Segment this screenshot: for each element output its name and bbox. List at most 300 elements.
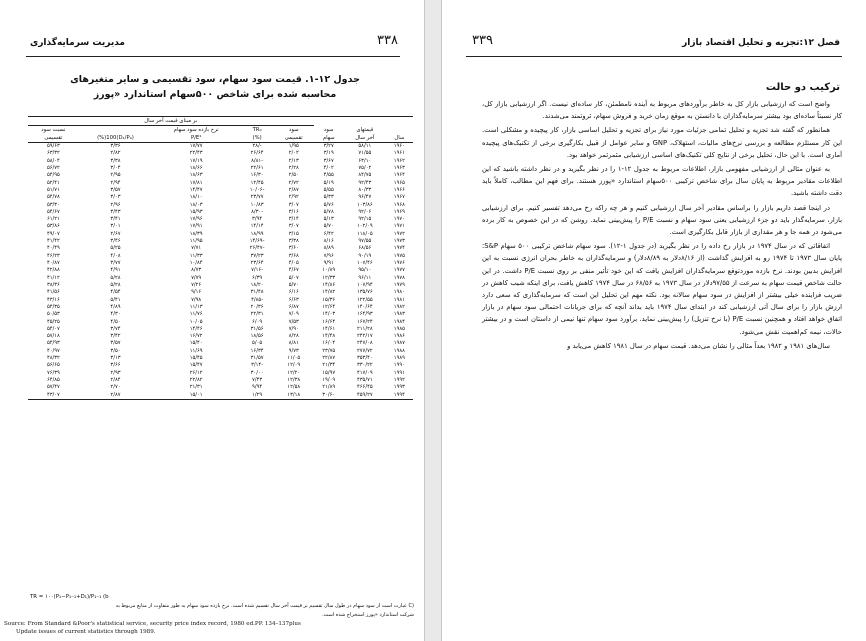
table-cell: ۱۵/۴۷ <box>189 362 203 369</box>
table-cell: ۳/۶۷ <box>323 157 334 164</box>
table-cell: ۵/۲۵ <box>110 245 121 252</box>
table-cell: ۶/۶۳ <box>288 296 299 303</box>
table-cell: ۲۱/۳۴ <box>322 362 336 369</box>
table-cell: ۵/۱۹ <box>323 179 334 186</box>
table-cell: ۳/۱۹ <box>323 150 334 157</box>
table-cell: ۹/۱۶ <box>191 289 202 296</box>
table-cell: ۲۳/۷۵ <box>322 347 336 354</box>
paragraph: به عنوان مثالی از ارزشیابی مفهومی بازار، اطلاعات مربوط به جدول ۱۲-۱ را در نظر بگیرید و در نظر داشته باشید که این اطلاعات مقادیر مربوط به پایان سال برای شاخص ترکیبی ۵۰۰سهام استاندارد «پورز هستند. برای فهم این مطالب، کاملاً باید دقت داشته باشید. <box>482 165 842 198</box>
table-cell: ۱۱/۰۵ <box>287 355 301 362</box>
table-cell: ۳/۷۴ <box>110 325 121 332</box>
table-cell: ۱۹۶۹ <box>393 208 405 215</box>
table-cell: ۸/۱۶ <box>323 238 334 245</box>
table-row <box>28 392 413 400</box>
table-cell: ۲/۷۲ <box>288 179 299 186</box>
table-cell: ۱۸/۰۳ <box>189 201 203 208</box>
table-cell: ۱۰/۸۹ <box>322 267 336 274</box>
table-cell: ۷/۵۳ <box>288 318 299 325</box>
table-row <box>28 289 413 296</box>
table-cell: ۷/۴۳ <box>252 377 263 383</box>
table-cell: -/۲۸ <box>252 143 262 149</box>
column-header-row <box>28 134 413 143</box>
right-page <box>442 0 866 641</box>
table-cell: ۴/۹۱ <box>110 267 121 274</box>
left-page <box>0 0 424 641</box>
table-cell: ۵۳/۸۶ <box>46 223 60 230</box>
table-cell: ۱۴۰/۶۴ <box>356 303 373 310</box>
table-cell: ۱۹۷۸ <box>393 274 405 281</box>
table-cell: ۳/۳۸ <box>110 157 121 164</box>
table-cell: ۷/۹۶ <box>323 252 334 259</box>
table-cell: ۱۹۸۳ <box>393 311 405 318</box>
table-cell: ۱۵/۹۳ <box>189 208 203 215</box>
table-cell: ۷/۰۹ <box>288 311 299 318</box>
table-cell: ۴۳/۰۷ <box>28 392 79 400</box>
table-row <box>28 165 413 172</box>
table-cell: ۷/۹۰ <box>288 325 299 332</box>
column-header: (%) <box>240 134 274 143</box>
table-cell: ۵۴/۹۵ <box>46 172 60 179</box>
table-cell: ۵/۷۶ <box>323 201 334 208</box>
table-header-spacer <box>314 117 414 126</box>
column-header: تقسیمی <box>28 134 79 143</box>
table-cell: ۱۹۸۲ <box>393 303 405 310</box>
table-row <box>28 143 413 151</box>
table-row <box>28 180 413 187</box>
table-cell: ۲۷۷/۷۲ <box>356 347 373 354</box>
table-cell: ۱۰۷/۴۶ <box>356 260 373 266</box>
table-cell: ۱۹۸۶ <box>393 333 405 340</box>
table-cell: ۳/۴۲ <box>110 333 121 340</box>
table-cell: ۳۱/۴۸ <box>250 289 264 296</box>
table-cell: ۱۳۵/۷۶ <box>356 289 373 296</box>
table-cell: ۱۰/۸۳ <box>250 201 264 208</box>
table-cell: ۳/۱۴ <box>288 216 299 223</box>
table-cell: ۴۱/۱۲ <box>46 274 60 281</box>
table-cell: ۱۹۸۱ <box>393 296 405 303</box>
source-line: Source: From Standard &Poor's statistical service, security price index record, 1980 ed.PP. 134–137plus <box>4 621 301 627</box>
table-cell: ۱۲/۶۴ <box>322 303 336 310</box>
table-row <box>28 311 413 318</box>
table-cell: ۹۶/۴۷ <box>358 194 372 201</box>
table-cell: ۹/۷۳ <box>288 347 299 354</box>
table-row <box>28 202 413 209</box>
table-cell: ۶/۸۷ <box>288 303 299 310</box>
table-cell: ۱۰۲/۰۹ <box>356 223 373 230</box>
table-cell: ۱۱۸/۰۵ <box>356 230 373 237</box>
column-header: نرخ بازده سود سهام <box>173 127 219 133</box>
table-cell: ۲۱/۸۹ <box>322 384 336 391</box>
running-header: مدیریت سرمایه‌گذاری <box>30 38 125 48</box>
table-cell: ۶۸/۵۶ <box>358 245 372 252</box>
table-cell: ۱۸/۶۳ <box>189 172 203 179</box>
table-row <box>28 150 413 157</box>
table-cell: ۳۷/۲۳ <box>250 252 264 259</box>
table-cell: ۳۵۳/۴۰ <box>356 355 373 362</box>
table-cell: ۳/۳۸ <box>288 238 299 245</box>
table-cell: ۱۴/۰۳ <box>322 311 336 318</box>
table-cell: ۱۰/۸۴ <box>189 260 203 266</box>
table-cell: ۱۸/۹۹ <box>250 230 264 237</box>
table-cell: ۳/۰۳ <box>110 194 121 201</box>
table-cell: ۶۴/۸۵ <box>46 377 60 383</box>
table-cell: ۷/۲۶ <box>191 281 202 288</box>
table-cell: -۳/۱۴ <box>251 362 264 369</box>
table-cell: ۸/۲۸ <box>288 333 299 340</box>
table-cell: ۲۲/۳۱ <box>250 311 264 318</box>
table-row <box>28 384 413 391</box>
table-cell: ۱۲/۳۸ <box>287 377 301 383</box>
table-cell: ۲۲/۸۲ <box>189 377 203 383</box>
table-cell: ۳/۵۷ <box>110 340 121 347</box>
table-cell: ۵/۰۷ <box>288 274 299 281</box>
table-cell: ۱۴/۸۶ <box>322 281 336 288</box>
table-row <box>28 172 413 179</box>
table-cell: ۱۹۷۳ <box>393 238 405 245</box>
table-cell: ۲/۸۷ <box>79 392 152 400</box>
column-header <box>79 126 152 135</box>
table-cell: ۲/۵۰ <box>288 172 299 179</box>
table-cell: ۴۸/۳۲ <box>46 355 60 362</box>
body-text <box>482 98 842 354</box>
table-cell: ۱۹۶۰ <box>393 143 405 149</box>
table-cell: ۱۵/۹۷ <box>322 369 336 376</box>
table-cell: ۳۱/۵۷ <box>250 355 264 362</box>
table-row <box>28 297 413 304</box>
table-row <box>28 348 413 355</box>
table-caption-line: جدول ۱۲-۱. قیمت سود سهام، سود تقسیمی و سایر متغیرهای <box>70 74 360 85</box>
table-row <box>28 187 413 194</box>
table-cell: ۱۶/۳۴ <box>250 347 264 354</box>
table-cell: ۸/۸۹ <box>323 245 334 252</box>
table-cell: ۳۳۰/۲۲ <box>356 362 373 369</box>
table-cell: ۱۷/۸۱ <box>189 179 203 186</box>
table-row <box>28 340 413 347</box>
table-cell: ۹/۹۴ <box>252 384 263 391</box>
table-cell: ۹۲/۰۶ <box>358 208 372 215</box>
table-row <box>28 304 413 311</box>
table-cell: ۴/۰۲ <box>323 164 334 171</box>
table-cell: ۱۶/۳۰ <box>250 172 264 179</box>
table-cell: ۱۹۷۶ <box>393 260 405 266</box>
table-cell: ۷۵/۰۲ <box>358 164 372 171</box>
table-cell: ۱۶۴/۹۳ <box>356 311 373 318</box>
table-cell: ۱۹/۰۹ <box>322 377 336 383</box>
header-rule <box>466 56 842 57</box>
data-table <box>28 116 413 400</box>
table-cell: ۱۶/۶۴ <box>322 318 336 325</box>
table-cell: ۶۳/۱۰ <box>358 157 372 164</box>
table-cell: ۷۶/۳۹ <box>46 369 60 376</box>
table-cell: ۳/۰۷ <box>288 223 299 230</box>
table-cell: ۹۶/۱۱ <box>358 274 372 281</box>
table-cell: ۲۲/۸۷ <box>322 355 336 362</box>
table-cell: ۱۹۹۲ <box>393 377 405 383</box>
table-cell: ۳/۳۶ <box>110 143 121 149</box>
table-cell: ۴۳۵/۷۱ <box>356 377 373 383</box>
update-line: Update issues of current statistics through 1989. <box>16 629 156 635</box>
table-cell: ۲۴۲/۱۷ <box>356 333 373 340</box>
table-cell: ۳/۵۰ <box>110 347 121 354</box>
table-cell: ۵/۳۳ <box>323 194 334 201</box>
table-row <box>28 326 413 333</box>
table-cell: ۱۹۶۴ <box>393 172 405 179</box>
table-cell: ۱۶۷/۲۴ <box>356 318 373 325</box>
table-cell: ۷/۷۹ <box>191 274 202 281</box>
table-cell: ۴/۵۵ <box>323 172 334 179</box>
table-cell: ۲۲/۴۳ <box>189 150 203 157</box>
table-cell: ۵/۷۰ <box>288 281 299 288</box>
table-cell: -۴/۸۵ <box>251 296 264 303</box>
table-cell: ۱۶/۷۲ <box>189 333 203 340</box>
table-cell: ۱۲/۵۸ <box>287 384 301 391</box>
table-cell: ۱۲/۳۳ <box>322 274 336 281</box>
table-cell: ۱۲/۰۹ <box>287 362 301 369</box>
footnote-c <box>4 602 414 620</box>
table-cell: ۳/۱۶ <box>288 208 299 215</box>
table-cell: ۳/۲۷ <box>323 143 334 149</box>
column-header: سود <box>323 126 334 133</box>
footnote-line: (C عبارت است از سود سهام در طول سال تقسیم بر قیمت آخر سال تقسیم شده است. نرخ بازده سود سهام به طور متفاوت از منابع مربوط به <box>115 603 414 609</box>
table-cell: ۳/۴۱ <box>110 216 121 223</box>
table-cell: ۱۹۶۲ <box>393 157 405 164</box>
table-cell: ۵۴/۶۷ <box>46 208 60 215</box>
table-cell: ۱۵/۴۵ <box>189 355 203 362</box>
table-cell: ۶/۰۹ <box>252 318 263 325</box>
table-cell: ۵/۷۰ <box>323 223 334 230</box>
table-cell: ۵/۴۱ <box>110 296 121 303</box>
table-cell: ۱۱/۱۳ <box>189 303 203 310</box>
table-cell: ۱/۲۹ <box>240 392 274 400</box>
table-row <box>28 223 413 230</box>
table-cell: ۴۰/۴۹ <box>46 245 60 252</box>
table-cell: ۲۴۷/۰۸ <box>356 340 373 347</box>
table-cell: ۴/۸۹ <box>110 303 121 310</box>
table-cell: ۱۲/۴۵ <box>250 179 264 186</box>
table-cell: ۱۱/۹۵ <box>189 238 203 245</box>
table-cell: ۹۷/۵۵ <box>358 238 372 245</box>
table-cell: ۶۳/۳۲ <box>46 150 60 157</box>
table-cell: ۱۹۸۴ <box>393 318 405 325</box>
table-cell: ۳/۶۶ <box>110 362 121 369</box>
table-cell: ۱۹۸۵ <box>393 325 405 332</box>
table-cell: ۱۹۹۳ <box>393 384 405 391</box>
table-cell: ۱۴/۴۶ <box>189 325 203 332</box>
table-cell: ۱۷/۹۶ <box>189 216 203 223</box>
table-cell: ۱۶/۰۴ <box>322 340 336 347</box>
table-cell: ۱۴/۴۷ <box>189 186 203 193</box>
table-cell: ۱۸/۶۶ <box>189 164 203 171</box>
table-cell: -۲۶/۴۷ <box>249 245 265 252</box>
table-cell: ۲/۸۴ <box>110 377 121 383</box>
table-row <box>28 370 413 377</box>
table-cell: ۱۴/۸۲ <box>322 289 336 296</box>
table-row <box>28 282 413 289</box>
table-cell: ۴۰/۹۷ <box>46 347 60 354</box>
table-cell: ۱۵/۰۱ <box>152 392 240 400</box>
table-cell: ۳/۷۷ <box>110 260 121 266</box>
table-cell: ۲/۹۳ <box>110 369 121 376</box>
table-cell: ۲۶/۶۴ <box>250 150 264 157</box>
table-cell: ۵/۱۳ <box>323 216 334 223</box>
column-header: نسبت سود <box>41 127 66 133</box>
table-cell: ۷/۹۸ <box>191 296 202 303</box>
table-cell: ۵۴/۹۳ <box>46 340 60 347</box>
table-cell: ۴/۰۵ <box>288 260 299 266</box>
table-caption-line: محاسبه شده برای شاخص ۵۰۰سهام استاندارد «پورز <box>93 89 337 100</box>
table-cell: ۱۹۷۴ <box>393 245 405 252</box>
table-cell: ۱۸/۳۹ <box>189 230 203 237</box>
table-cell: ۱۹۷۰ <box>393 216 405 223</box>
table-cell: ۱۹۹۱ <box>393 369 405 376</box>
table-cell: ۲/۱۳ <box>288 157 299 164</box>
table-cell: ۱۹۶۱ <box>393 150 405 157</box>
table-cell: ۵/۲۸ <box>110 274 121 281</box>
table-cell: ۸/۷۳ <box>191 267 202 274</box>
table-row <box>28 333 413 340</box>
table-cell: ۱۹۶۳ <box>393 164 405 171</box>
table-cell: ۵۸/۰۴ <box>46 157 60 164</box>
column-header: سال <box>386 134 413 143</box>
paragraph: همانطور که گفته شد تجزیه و تحلیل تمامی جزئیات مورد نیاز برای تجزیه و تحلیل اساسی بازار، کار پیچیده و مشکلی است. این کار مستلزم مطالعه و بررسی نرخ‌های مالیات، استهلاک، GNP و سایر عوامل از قبیل بکارگیری برخی از تکنیک‌های پیچیده آماری است. با این حال، تحلیل برخی از نتایج کلی تکنیک‌های اساسی ارزشیابی مثمرثمر خواهد بود. <box>482 126 842 159</box>
table-cell: ۱۵/۴۰ <box>189 340 203 347</box>
column-header <box>386 126 413 135</box>
column-header: P/E¹ <box>152 134 240 143</box>
table-cell: ۵۳/۳۰ <box>46 201 60 208</box>
table-cell: ۱۹۶۶ <box>393 186 405 193</box>
table-cell: -۸/۸۱ <box>251 157 264 164</box>
table-cell: ۱۳/۱۸ <box>274 392 314 400</box>
table-cell: ۱۲۲/۵۵ <box>356 296 373 303</box>
table-cell: ۱۸/۲۰ <box>250 281 264 288</box>
table-cell: ۱۹۷۷ <box>393 267 405 274</box>
column-header-row <box>28 126 413 135</box>
table-cell: ۲/۹۴ <box>110 179 121 186</box>
table-cell: ۷/۷۱ <box>191 245 202 252</box>
table-cell: ۴۲/۸۸ <box>46 267 60 274</box>
footnote-line: شرکت استاندارد «پورز استخراج شده است. <box>322 612 414 618</box>
table-cell: ۵۴/۳۵ <box>46 303 60 310</box>
table-cell: ۵/۲۸ <box>110 281 121 288</box>
formula-text: TR = ۱۰۰(P₁−P₁₋₁+D₁)/P₁₋₁ (b <box>30 594 109 600</box>
table-cell: ۱۲/۲۰ <box>287 369 301 376</box>
table-cell: ۵/۷۸ <box>323 208 334 215</box>
table-cell: ۳/۶۰ <box>288 245 299 252</box>
table-cell: ۳/۰۷ <box>288 201 299 208</box>
paragraph: در اینجا قصد داریم بازار را براساس مقادیر آخر سال ارزشیابی کنیم و هر چه راکه رخ می‌دهد تفسیر کنیم. برای ارزشیابی بازار، سرمایه‌گذار باید دو جزء ارزشیابی یعنی سود سهام و نسبت P/E را پیش‌بینی نماید. روشن که در این خصوص به کار برده می‌شود در همه جا و هر مقداری از بازار قابل بکارگیری است. <box>482 203 842 237</box>
table-cell: ۳/۱۳ <box>110 355 121 362</box>
table-cell: ۴۹/۰۷ <box>46 230 60 237</box>
table-row <box>28 158 413 165</box>
table-cell: ۱۷/۷۷ <box>189 143 203 149</box>
table-row <box>28 238 413 245</box>
paragraph: اتفاقاتی که در سال ۱۹۷۴ در بازار رخ داده را در نظر بگیرید (در جدول ۱-۱۲). سود سهام شاخص ترکیبی ۵۰۰ سهام S&P: پایان سال ۱۹۷۳ تا ۱۹۷۴ رو به افزایش گذاشت (از ۸/۱۶دلار به ۸/۸۹دلار) و سرمایه‌گذاران به خاطر بحران انرژی نسبت به این افزایش بدبین بودند. نرخ بازده موردتوقع سرمایه‌گذاران افزایش یافت که این خود تأثیر منفی بر روی نسبت P/E داشت. در این حالت شاخص قیمت سهام به سرعت از ۹۷/۵۵دلار در سال ۱۹۷۳ به ۶۸/۵۶ در سال ۱۹۷۴ کاهش یافت، برای اینکه شیب کاهش در ضریب فزاینده خیلی بیشتر از افزایش در سود سهام سالانه بود. نکته مهم این تحلیل این است که سرمایه‌گذاری که سعی دارد ارزش بازار را برای سال آتی ارزشیابی کند در ابتدای سال ۱۹۷۴ باید بداند آنچه که برای جریانات احتمالی سود سهام در بازار اتفاق خواهد افتاد و همچنین نسبت P/E (با نرخ تنزیل) را پیش‌بینی نماید. برآورد سود سهام تنها نیمی از داستان است و در بیشتر حالات، نیمه کم‌اهمیت نقش می‌شود. <box>482 242 843 336</box>
table-cell: ۲۳/۷۷ <box>250 194 264 201</box>
table-cell: ۵۴/۷۸ <box>46 194 60 201</box>
formula-line <box>30 593 400 602</box>
header-rule <box>26 56 400 57</box>
table-cell: ۵۲/۴۱ <box>46 179 60 186</box>
column-header: سود <box>288 127 299 133</box>
table-cell: ۵۰/۵۳ <box>46 311 60 318</box>
table-cell: ۴۱۷/۰۹ <box>356 369 373 376</box>
table-cell: ۲۶/۱۲ <box>189 369 203 376</box>
table-cell: ۱۹۶۵ <box>393 179 405 186</box>
column-header: سهام <box>314 134 344 143</box>
table-row <box>28 275 413 282</box>
table-cell: ۵۴/۰۷ <box>46 325 60 332</box>
table-cell: ۱۹۷۱ <box>393 223 405 230</box>
table-cell: ۳۰/۶۰ <box>314 392 344 400</box>
table-cell: ۲/۹۶ <box>110 201 121 208</box>
table-cell: ۴/۳۰ <box>110 311 121 318</box>
table-cell: ۱۷/۹۱ <box>189 223 203 230</box>
table-cell: ۵۶/۷۲ <box>46 164 60 171</box>
table-cell: ۴۶۶/۴۵ <box>356 384 373 391</box>
table-cell: ۱۱/۶۹ <box>189 347 203 354</box>
table-cell: ۴۱/۴۲ <box>46 238 60 245</box>
column-header: TR₀ <box>252 127 262 133</box>
table-cell: ۳/۹۴ <box>252 216 263 223</box>
table-cell: ۹۲/۱۵ <box>358 216 372 223</box>
table-cell: ۱۹۷۹ <box>393 281 405 288</box>
column-header: قیمتهای <box>356 126 374 133</box>
table-cell: ۳/۱۵ <box>288 230 299 237</box>
table-row <box>28 377 413 384</box>
running-header: فصل ۱۲:تجزیه و تحلیل اقتصاد بازار <box>682 38 840 48</box>
table-cell: ۱۹۸۷ <box>393 340 405 347</box>
table-cell: ۶/۳۹ <box>252 274 263 281</box>
table-cell: ۳/۰۱ <box>110 223 121 230</box>
table-cell: ۱۹۷۵ <box>393 252 405 259</box>
table-cell: ۴۰/۸۷ <box>46 260 60 266</box>
table-cell: ۵۷/۱۸ <box>46 333 60 340</box>
table-cell: ۱۹۶۸ <box>393 201 405 208</box>
table-cell: ۶۱/۲۱ <box>46 216 60 223</box>
table-cell: ۲۰/۳۶ <box>250 303 264 310</box>
table-caption <box>40 72 390 102</box>
table-cell: ۹۵/۱۰ <box>358 267 372 274</box>
table-cell: ۳۰/۰۰ <box>250 369 264 376</box>
table-cell: ۱/۹۵ <box>288 143 299 149</box>
table-cell: ۱۵/۳۶ <box>322 296 336 303</box>
page-gutter <box>424 0 442 641</box>
table-cell: -۸/۳۰ <box>251 208 264 215</box>
table-cell: ۴/۶۷ <box>288 267 299 274</box>
table-cell: ۲/۲۸ <box>288 164 299 171</box>
table-row <box>28 253 413 260</box>
table-cell: ۱۰۳/۸۶ <box>356 201 373 208</box>
table-cell: ۲/۷۰ <box>110 384 121 391</box>
table-cell: ۴۱/۵۶ <box>46 289 60 296</box>
table-cell: ۹۰/۱۹ <box>358 252 372 259</box>
table-cell: ۳/۴۶ <box>110 238 121 245</box>
table-cell: ۱۷/۱۹ <box>189 157 203 164</box>
table-cell: ۲۱/۳۱ <box>189 384 203 391</box>
table-cell: ۱۰/۰۵ <box>189 318 203 325</box>
table-cell: ۵۹/۶۳ <box>46 143 60 149</box>
table-cell: ۳۱/۵۶ <box>250 325 264 332</box>
table-cell: ۱۹۸۰ <box>393 289 405 296</box>
table-row <box>28 231 413 238</box>
table-cell: ۲/۹۲ <box>288 194 299 201</box>
page-number: ۳۳۸ <box>377 33 398 48</box>
table-cell: ۸/۸۱ <box>288 340 299 347</box>
table-row <box>28 209 413 216</box>
table-row <box>28 216 413 223</box>
table-cell: ۳/۶۸ <box>288 252 299 259</box>
table-cell: ۵۷/۴۷ <box>46 384 60 391</box>
